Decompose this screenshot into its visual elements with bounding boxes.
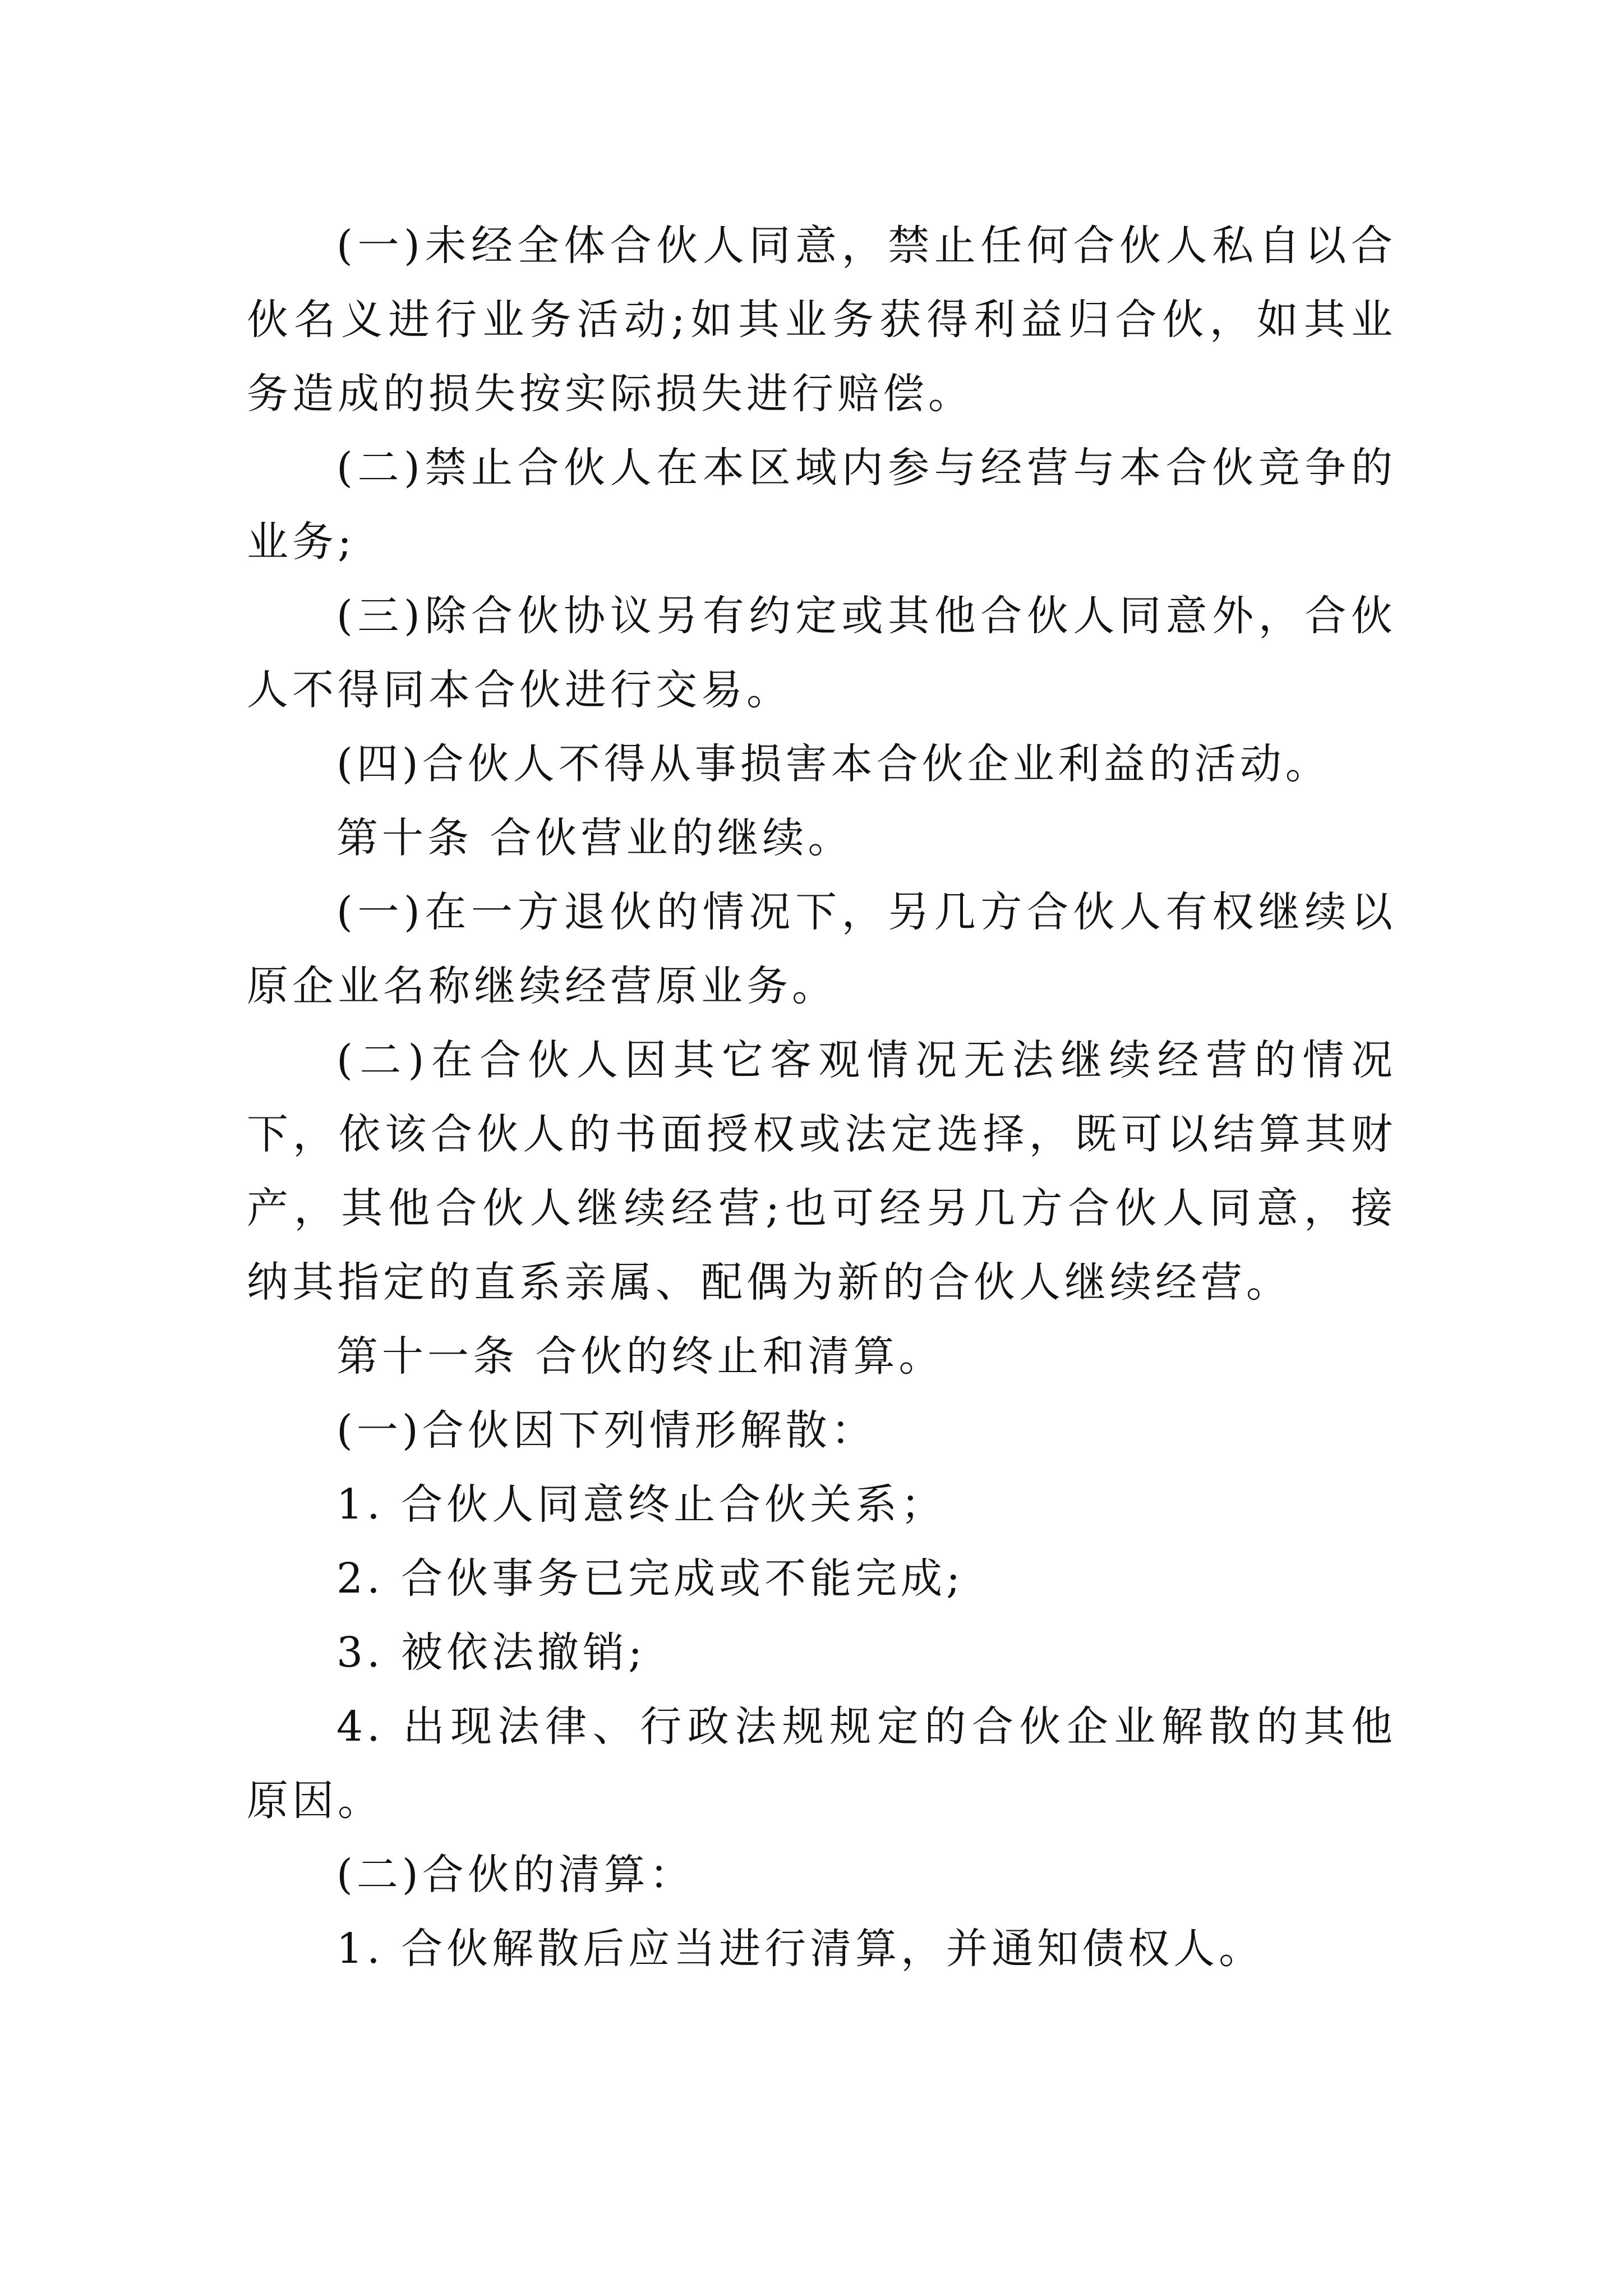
list-item-11-1-3: 3. 被依法撤销; — [336, 1628, 647, 1677]
paragraph-clause-10-2: (二)在合伙人因其它客观情况无法继续经营的情况下，依该合伙人的书面授权或法定选择，既可以结算其财产，其他合伙人继续经营;也可经另几方合伙人同意，接纳其指定的直系亲属、配偶为新的合伙人继续经营。 — [247, 1036, 1396, 1306]
article-10-heading: 第十条 合伙营业的继续。 — [336, 814, 854, 862]
paragraph-clause-11-1: (一)合伙因下列情形解散： — [336, 1406, 877, 1455]
list-item-11-2-1: 1. 合伙解散后应当进行清算，并通知债权人。 — [336, 1925, 1265, 1973]
paragraph-clause-9-2: (二)禁止合伙人在本区域内参与经营与本合伙竞争的业务; — [247, 444, 1396, 566]
document-body — [247, 209, 1396, 1986]
list-item-11-1-2: 2. 合伙事务已完成或不能完成; — [336, 1554, 965, 1603]
paragraph-clause-10-1: (一)在一方退伙的情况下，另几方合伙人有权继续以原企业名称继续经营原业务。 — [247, 888, 1396, 1010]
paragraph-clause-9-4: (四)合伙人不得从事损害本合伙企业利益的活动。 — [336, 740, 1331, 788]
list-item-11-1-1: 1. 合伙人同意终止合伙关系； — [336, 1480, 947, 1529]
paragraph-clause-11-2: (二)合伙的清算： — [336, 1851, 695, 1899]
paragraph-clause-9-1: (一)未经全体合伙人同意，禁止任何合伙人私自以合伙名义进行业务活动;如其业务获得利益归合伙，如其业务造成的损失按实际损失进行赔偿。 — [247, 222, 1396, 418]
paragraph-clause-9-3: (三)除合伙协议另有约定或其他合伙人同意外，合伙人不得同本合伙进行交易。 — [247, 592, 1396, 714]
list-item-11-1-4: 4. 出现法律、行政法规规定的合伙企业解散的其他原因。 — [247, 1703, 1396, 1825]
article-11-heading: 第十一条 合伙的终止和清算。 — [336, 1332, 944, 1381]
